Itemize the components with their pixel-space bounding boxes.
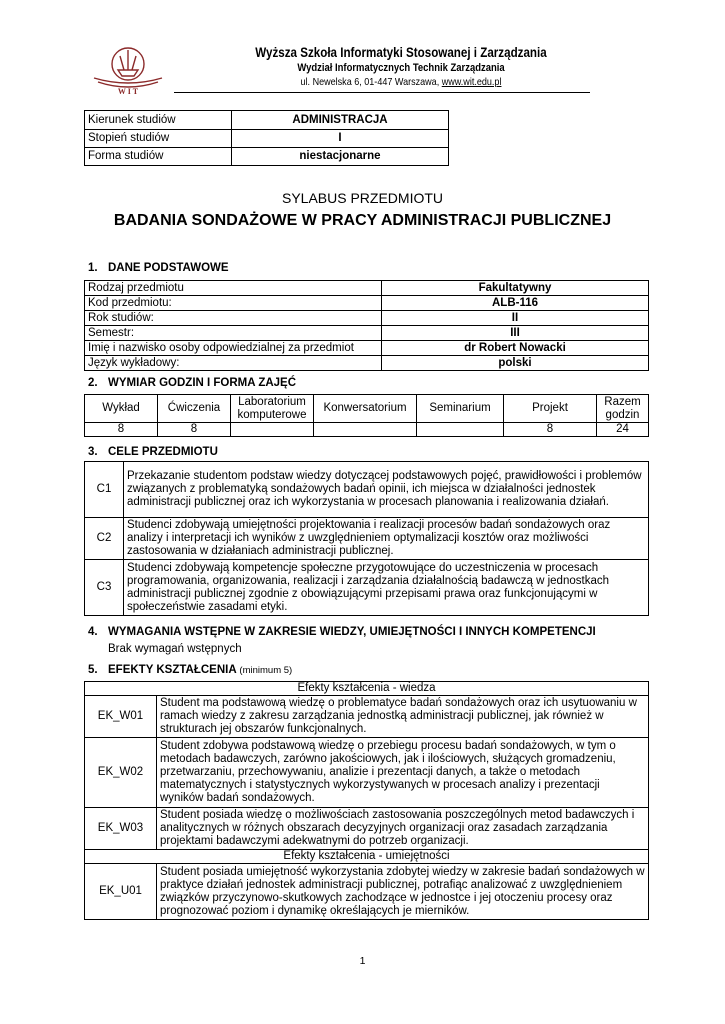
- hours-value: [231, 423, 314, 437]
- section-number: 1.: [88, 262, 98, 274]
- table-row: [85, 148, 449, 166]
- study-value: niestacjonarne: [232, 148, 449, 166]
- row-label: Imię i nazwisko osoby odpowiedzialnej za przedmiot: [85, 341, 382, 356]
- table-row: [85, 682, 649, 696]
- table-row: [85, 130, 449, 148]
- table-row: [85, 423, 649, 437]
- section-4-heading: [88, 626, 596, 638]
- outcome-code: EK_U01: [85, 864, 157, 920]
- school-address: [208, 76, 595, 88]
- outcome-code: EK_W01: [85, 696, 157, 738]
- section-number: 3.: [88, 446, 98, 458]
- section-subtitle: (minimum 5): [239, 665, 293, 676]
- hours-header: Seminarium: [417, 395, 504, 423]
- row-value: II: [382, 311, 649, 326]
- table-row: [85, 864, 649, 920]
- hours-header: Laboratorium komputerowe: [231, 395, 314, 423]
- table-row: [85, 738, 649, 808]
- group-header: Efekty kształcenia - wiedza: [85, 682, 649, 696]
- hours-value: [314, 423, 417, 437]
- section-number: 4.: [88, 626, 98, 638]
- study-value: ADMINISTRACJA: [232, 111, 449, 130]
- table-row: [85, 326, 649, 341]
- hours-header: Ćwiczenia: [158, 395, 231, 423]
- row-value: ALB-116: [382, 296, 649, 311]
- goals-table: [84, 461, 649, 616]
- svg-text:W I T: W I T: [117, 87, 139, 96]
- requirements-text: Brak wymagań wstępnych: [108, 643, 242, 655]
- section-5-heading: [88, 664, 292, 676]
- table-row: [85, 462, 649, 518]
- header-divider: [174, 92, 590, 93]
- table-row: [85, 395, 649, 423]
- study-value: I: [232, 130, 449, 148]
- goal-text: Przekazanie studentom podstaw wiedzy dotyczącej podstawowych pojęć, prawidłowości i problemów związanych z problematyką sondażowych badań opinii, ich miejsca w działalności jednostek administracji publicznej oraz ich wykorzystania w procesach planowania i realizowania działań.: [124, 462, 649, 518]
- hours-value: 8: [504, 423, 597, 437]
- row-value: polski: [382, 356, 649, 371]
- row-value: Fakultatywny: [382, 281, 649, 296]
- row-label: Język wykładowy:: [85, 356, 382, 371]
- goal-code: C1: [85, 462, 124, 518]
- hours-value: 24: [597, 423, 649, 437]
- goal-text: Studenci zdobywają kompetencje społeczne przygotowujące do uczestniczenia w procesach programowania, organizowania, realizacji i zarządzania działalnością badawczą w jednostkach administracji publicznej zgodnie z obowiązującymi przepisami prawa oraz funkcjonującymi w społeczeństwie zasadami etyki.: [124, 560, 649, 616]
- hours-value: 8: [158, 423, 231, 437]
- hours-header: Projekt: [504, 395, 597, 423]
- hours-value: [417, 423, 504, 437]
- table-row: [85, 850, 649, 864]
- hours-header: Konwersatorium: [314, 395, 417, 423]
- table-row: [85, 311, 649, 326]
- section-3-heading: [88, 446, 218, 458]
- section-number: 5.: [88, 664, 98, 676]
- section-title: CELE PRZEDMIOTU: [108, 446, 218, 458]
- row-label: Rodzaj przedmiotu: [85, 281, 382, 296]
- page-number: 1: [359, 955, 366, 967]
- section-title: EFEKTY KSZTAŁCENIA: [108, 664, 237, 676]
- section-title: DANE PODSTAWOWE: [108, 262, 229, 274]
- study-label: Forma studiów: [85, 148, 232, 166]
- table-row: [85, 356, 649, 371]
- section-2-heading: [88, 377, 296, 389]
- row-label: Semestr:: [85, 326, 382, 341]
- table-row: [85, 296, 649, 311]
- table-row: [85, 696, 649, 738]
- group-header: Efekty kształcenia - umiejętności: [85, 850, 649, 864]
- row-value: III: [382, 326, 649, 341]
- row-value: dr Robert Nowacki: [382, 341, 649, 356]
- outcome-text: Student posiada wiedzę o możliwościach zastosowania poszczególnych metod badawczych i analitycznych w różnych obszarach decyzyjnych organizacji oraz zasadach zarządzania projektami badawczymi adekwatnymi do potrzeb organizacji.: [157, 808, 649, 850]
- website-link[interactable]: www.wit.edu.pl: [441, 76, 502, 88]
- table-row: [85, 808, 649, 850]
- study-info-table: [84, 110, 449, 166]
- hours-header: Wykład: [85, 395, 158, 423]
- goal-text: Studenci zdobywają umiejętności projektowania i realizacji procesów badań sondażowych oraz analizy i interpretacji ich wyników z uwzględnieniem optymalizacji kosztów oraz możliwości zastosowania w działaniach administracji publicznej.: [124, 518, 649, 560]
- table-row: [85, 281, 649, 296]
- section-number: 2.: [88, 377, 98, 389]
- table-row: [85, 560, 649, 616]
- outcome-code: EK_W03: [85, 808, 157, 850]
- goal-code: C2: [85, 518, 124, 560]
- table-row: [85, 518, 649, 560]
- hours-header: Razem godzin: [597, 395, 649, 423]
- table-row: [85, 341, 649, 356]
- outcome-text: Student posiada umiejętność wykorzystania zdobytej wiedzy w zakresie badań sondażowych w praktyce działań jednostek administracji publicznej, potrafiąc analizować z uwzględnieniem związków przyczynowo-skutkowych zachodzące w jednostce i jej otoczeniu procesy oraz prognozować poziom i dynamikę określających je mierników.: [157, 864, 649, 920]
- table-row: [85, 111, 449, 130]
- course-title: BADANIA SONDAŻOWE W PRACY ADMINISTRACJI PUBLICZNEJ: [113, 212, 612, 229]
- outcome-text: Student ma podstawową wiedzę o problematyce badań sondażowych oraz ich usytuowaniu w ramach wiedzy z zakresu zarządzania jednostką administracji publicznej, jak również w strukturach jej obszarów funkcjonalnych.: [157, 696, 649, 738]
- section-title: WYMIAR GODZIN I FORMA ZAJĘĆ: [108, 377, 297, 389]
- study-label: Kierunek studiów: [85, 111, 232, 130]
- learning-outcomes-table: [84, 681, 649, 920]
- row-label: Kod przedmiotu:: [85, 296, 382, 311]
- outcome-text: Student zdobywa podstawową wiedzę o przebiegu procesu badań sondażowych, w tym o metodach badawczych, zarówno jakościowych, jak i ilościowych, służących gromadzeniu, przetwarzaniu, przechowywaniu, analizie i prezentacji danych, a także o metodach matematycznych i statystycznych wykorzystywanych w procesach analizy i prezentacji wyników badań sondażowych.: [157, 738, 649, 808]
- school-name: Wyższa Szkoła Informatyki Stosowanej i Zarządzania: [255, 45, 547, 60]
- address-text: ul. Newelska 6, 01-447 Warszawa,: [300, 76, 442, 88]
- faculty-name: Wydział Informatycznych Technik Zarządzania: [297, 62, 505, 74]
- goal-code: C3: [85, 560, 124, 616]
- school-logo: [84, 40, 172, 96]
- doc-type: SYLABUS PRZEDMIOTU: [281, 190, 444, 206]
- section-title: WYMAGANIA WSTĘPNE W ZAKRESIE WIEDZY, UMIEJĘTNOŚCI I INNYCH KOMPETENCJI: [108, 626, 596, 638]
- study-label: Stopień studiów: [85, 130, 232, 148]
- basic-data-table: [84, 280, 649, 371]
- hours-value: 8: [85, 423, 158, 437]
- row-label: Rok studiów:: [85, 311, 382, 326]
- hours-table: [84, 394, 649, 437]
- section-1-heading: [88, 262, 229, 274]
- outcome-code: EK_W02: [85, 738, 157, 808]
